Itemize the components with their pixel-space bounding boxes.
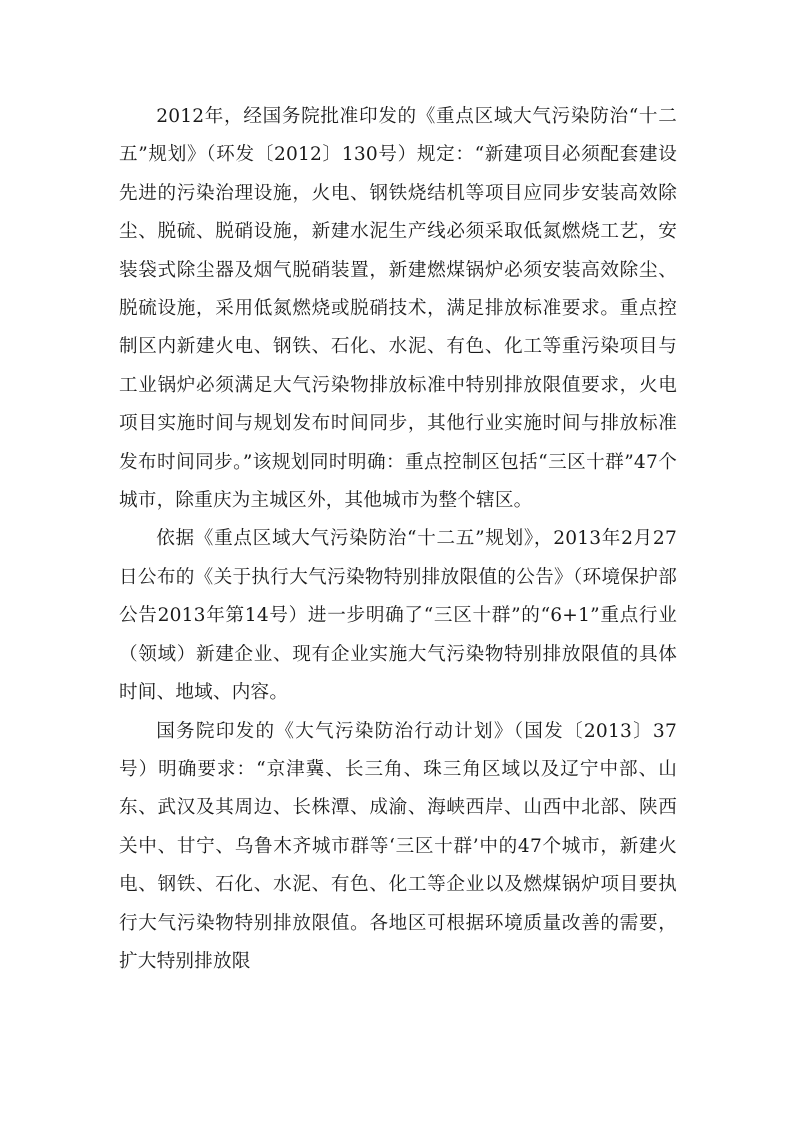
paragraph-2: 依据《重点区域大气污染防治“十二五”规划》，2013年2月27日公布的《关于执行大气污染物特别排放限值的公告》（环境保护部公告2013年第14号）进一步明确了“三区十群”的“6+1”重点行业（领域）新建企业、现有企业实施大气污染物特别排放限值的具体时间、地域、内容。 [119,528,677,704]
paragraph-1: 2012年，经国务院批准印发的《重点区域大气污染防治“十二五”规划》（环发〔2012〕130号）规定：“新建项目必须配套建设先进的污染治理设施，火电、钢铁烧结机等项目应同步安装高效除尘、脱硫、脱硝设施，新建水泥生产线必须采取低氮燃烧工艺，安装袋式除尘器及烟气脱硝装置，新建燃煤锅炉必须安装高效除尘、脱硫设施，采用低氮燃烧或脱硝技术，满足排放标准要求。重点控制区内新建火电、钢铁、石化、水泥、有色、化工等重污染项目与工业锅炉必须满足大气污染物排放标准中特别排放限值要求，火电项目实施时间与规划发布时间同步，其他行业实施时间与排放标准发布时间同步。”该规划同时明确：重点控制区包括“三区十群”47个城市，除重庆为主城区外，其他城市为整个辖区。 [119,106,677,512]
paragraph-3: 国务院印发的《大气污染防治行动计划》（国发〔2013〕37号）明确要求：“京津冀、长三角、珠三角区域以及辽宁中部、山东、武汉及其周边、长株潭、成渝、海峡西岸、山西中北部、陕西关中、甘宁、乌鲁木齐城市群等‘三区十群’中的47个城市，新建火电、钢铁、石化、水泥、有色、化工等企业以及燃煤锅炉项目要执行大气污染物特别排放限值。各地区可根据环境质量改善的需要，扩大特别排放限 [119,720,677,972]
document-body [119,98,677,981]
